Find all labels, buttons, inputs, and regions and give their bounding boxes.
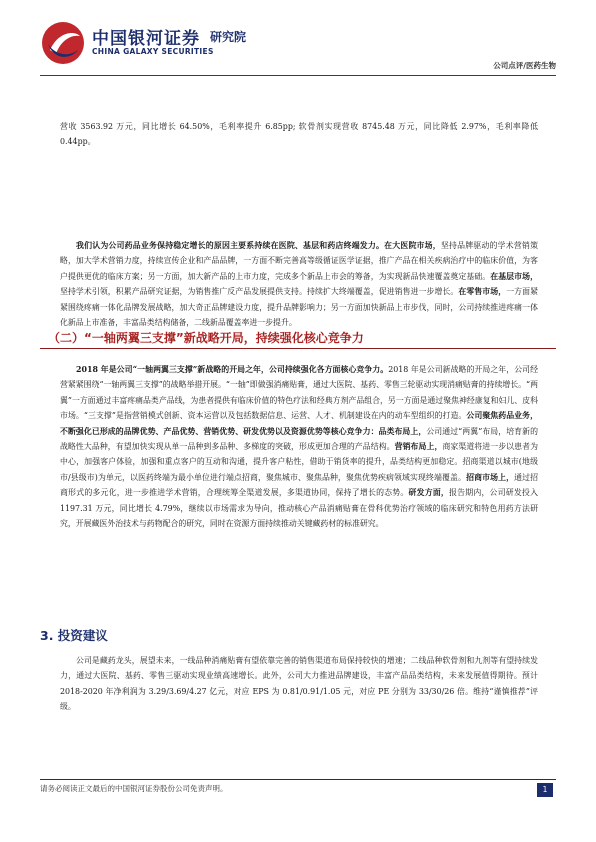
page-header xyxy=(40,18,556,76)
bold-text: 在基层市场， xyxy=(490,271,538,281)
paragraph-text: 一方面紧紧围绕疼痛一体化品牌发展战略，加大奇正品牌建设力度，提升品牌影响力；另一方面加快新品上市步伐，同时，公司持续推进疼痛一体化新品上市准备，丰富品类结构储备，二线新品覆盖率进一步提升。 xyxy=(60,287,538,328)
header-divider xyxy=(40,75,556,76)
bold-text: 2018 年是公司“一轴两翼三支撑”新战略的开局之年，公司持续强化各方面核心竞争力。 xyxy=(76,365,389,374)
footer-divider xyxy=(40,779,556,780)
bold-text: 我们认为公司药品业务保持稳定增长的原因主要系持续在医院、基层和药店终端发力。在大医院市场， xyxy=(76,241,441,250)
paragraph-text: 坚持学术引领，积累产品研究证据，为销售推广反产品发展提供支持。持续扩大终端覆盖，促进销售进一步增长。 xyxy=(60,287,459,297)
bold-text: 公司聚焦药品业务，不断强化已形成的品牌优势、产品优势、营销优势、研发优势以及资源优势等核心竞争力：品类布局上， xyxy=(60,411,538,436)
paragraph-text: 公司通过“两翼”布局，培育新的战略性大品种，有望加快实现从单一品种到多品种、多梯度的突破，形成更加合理的产品结构。 xyxy=(60,426,538,452)
bold-text: 在零售市场， xyxy=(458,287,507,297)
section-divider xyxy=(40,348,556,349)
section-heading-strategy: （二）“一轴两翼三支撑”新战略开局，持续强化核心竞争力 xyxy=(48,331,364,345)
paragraph-revenue xyxy=(60,119,538,150)
paragraph-text: 2018 年是公司新战略的开局之年，公司经营紧紧围绕“一轴两翼三支撑”的战略举措开展。“一轴”即做强消痛贴膏，通过大医院、基药、零售三轮驱动实现消痛贴膏的持续增长。“两翼”一方面通过丰富疼痛品类产品线，为患者提供有临床价值的特色疗法和经典方剂产品组合，另一方面是通过聚焦神经康复和妇儿、皮科市场。“三支撑”是指营销模式创新、资本运营以及包括数据信息、运营、人才、机制建设在内的动车型组织的打造。 xyxy=(60,365,538,421)
galaxy-logo-icon xyxy=(40,20,86,66)
bold-text: 研发方面， xyxy=(408,488,450,498)
paragraph-text: 公司是藏药龙头，展望未来，一线品种消痛贴膏有望依靠完善的销售渠道布局保持较快的增速；二线品种软骨剂和九剂等有望持续发力，通过大医院、基药、零售三驱动实现业绩高速增长。此外，公司大力推进品牌建设，丰富产品品类结构，未来发展值得期待。预计 2018-2020 年净利润为 3.29/3.69/4.27 亿元，对应 EPS 为 0.81/0.91/1.05 元，对应 PE 分别为 33/30/26 倍。维持“谨慎推荐”评级。 xyxy=(60,656,538,712)
brand-subtitle: 研究院 xyxy=(210,30,247,44)
report-category-tag: 公司点评/医药生物 xyxy=(493,61,556,70)
paragraph-strategy xyxy=(60,362,538,531)
paragraph-terminal-markets xyxy=(60,238,538,330)
page-number: 1 xyxy=(537,783,553,797)
paragraph-text: 坚持品牌驱动的学术营销策略，加大学术营销力度，持续宣传企业和产品品牌，一方面不断完善高等级循证医学证据，推广产品在相关疾病治疗中的临床价值，为客户提供更优的临床方案；另一方面，加大新产品的上市力度，完成多个新品上市会的筹备，为实现新品快速覆盖奠定基础。 xyxy=(60,241,538,281)
paragraph-text: 商家渠道将进一步以患者为中心，加强客户体验，加强和重点客户的互动和沟通，提升客户粘性，借助于销货率的提升，品类结构更加稳定。招商渠道以城市(地级市/县级市)为单元，以医药终端为最小单位进行端点招商，聚焦城市、聚焦品种，聚焦优势疾病领域实现终端覆盖。 xyxy=(60,442,538,482)
paragraph-investment-advice xyxy=(60,653,538,715)
footer-disclaimer: 请务必阅读正文最后的中国银河证券股份公司免责声明。 xyxy=(40,784,228,793)
bold-text: 营销布局上， xyxy=(394,442,443,452)
brand-name-en: CHINA GALAXY SECURITIES xyxy=(92,47,214,56)
brand-name-cn: 中国银河证券 xyxy=(92,29,200,49)
section-heading-investment: 3. 投资建议 xyxy=(40,628,108,643)
paragraph-text: 通过招商形式的多元化，进一步推进学术营销，合理统筹全渠道发展，多渠道协同，保持了增长的态势。 xyxy=(60,472,538,498)
paragraph-text: 营收 3563.92 万元，同比增长 64.50%，毛利率提升 6.85pp; 软骨剂实现营收 8745.48 万元，同比降低 2.97%，毛利率降低 0.44pp。 xyxy=(60,122,538,147)
bold-text: 招商市场上， xyxy=(466,472,515,482)
paragraph-text: 报告期内，公司研发投入 1197.31 万元，同比增长 4.79%，继续以市场需求为导向，推动核心产品消痛贴膏在骨科优势治疗领域的临床研究和特色用药方法研究，开展藏医外治技术与药物配合的研究，同时在资源方面持续推动关键藏药材的标准研究。 xyxy=(60,488,538,529)
